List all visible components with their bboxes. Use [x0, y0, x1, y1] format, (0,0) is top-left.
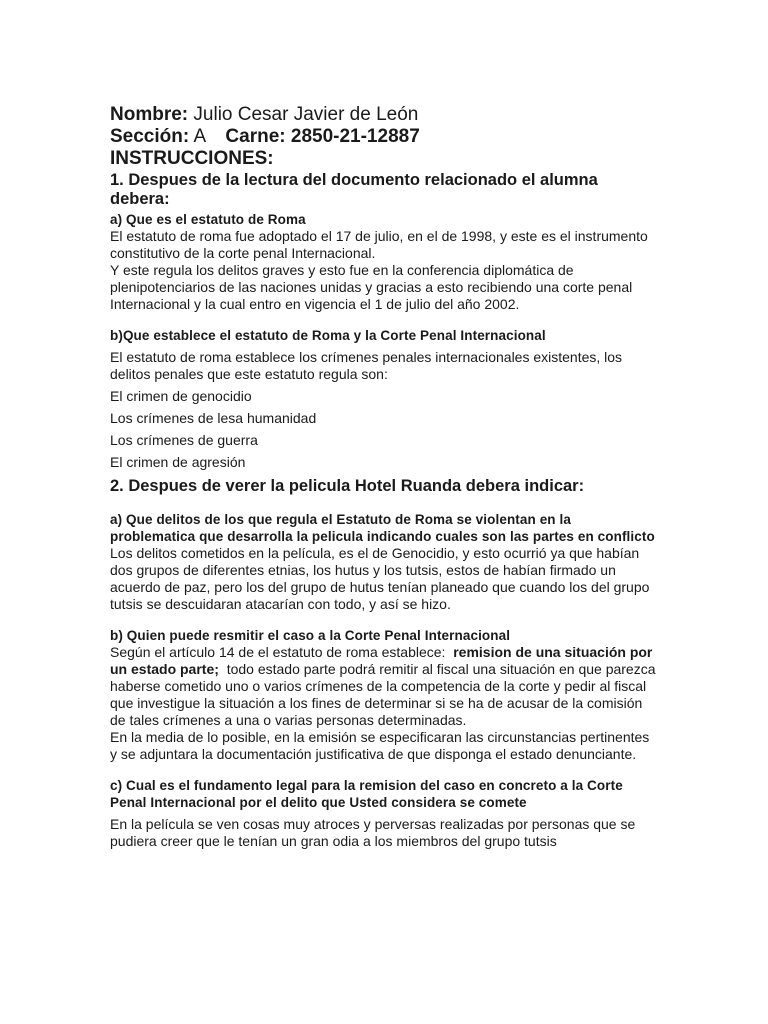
section2-qa-p1: Los delitos cometidos en la película, es el de Genocidio, y esto ocurrió ya que habían dos grupos de diferentes etnias, los hutus y los tutsis, estos de habían firmado un acuerdo de paz, pero los del grupo de hutus tenían planeado que cuando los del grupo tutsis se descuidaran atacarían con todo, y así se hizo. [110, 545, 650, 612]
crime-item-guerra: Los crímenes de guerra [110, 432, 258, 448]
seccion-line [110, 126, 658, 148]
qb-p1-intro: Según el artículo 14 de el estatuto de roma establece: [110, 644, 446, 660]
section2-qb-p2: En la media de lo posible, en la emisión se especificaran las circunstancias pertinentes y se adjuntara la documentación justificativa de que disponga el estado denunciante. [110, 729, 650, 762]
crime-item-genocidio: El crimen de genocidio [110, 388, 252, 404]
section2-qc-p1: En la película se ven cosas muy atroces y perversas realizadas por personas que se pudiera creer que le tenían un gran odia a los miembros del grupo tutsis [110, 816, 636, 849]
section2-qa-title: a) Que delitos de los que regula el Estatuto de Roma se violentan en la problematica que desarrolla la pelicula indicando cuales son las partes en conflicto [110, 512, 655, 544]
document-page [110, 104, 658, 850]
instrucciones-heading [110, 148, 658, 170]
nombre-label: Nombre: [110, 104, 189, 125]
section1-qa-p2: Y este regula los delitos graves y esto fue en la conferencia diplomática de plenipotenciarios de las naciones unidas y gracias a esto recibiendo una corte penal Internacional y la cual entro en vigencia el 1 de julio del año 2002. [110, 262, 633, 312]
section1-qb-p1: El estatuto de roma establece los crímenes penales internacionales existentes, los delitos penales que este estatuto regula son: [110, 349, 623, 382]
carne-value: 2850-21-12887 [290, 126, 420, 147]
nombre-value: Julio Cesar Javier de León [193, 104, 419, 125]
section2-qc-title: c) Cual es el fundamento legal para la remision del caso en concreto a la Corte Penal Internacional por el delito que Usted considera se comete [110, 778, 623, 810]
section2-title: 2. Despues de verer la pelicula Hotel Ruanda debera indicar: [110, 477, 585, 495]
nombre-line [110, 104, 658, 126]
crime-item-lesa-humanidad: Los crímenes de lesa humanidad [110, 410, 317, 426]
section2-qb-title: b) Quien puede resmitir el caso a la Corte Penal Internacional [110, 628, 511, 643]
qb-p1-rest: todo estado parte podrá remitir al fiscal una situación en que parezca haberse cometido uno o varios crímenes de la competencia de la corte y pedir al fiscal que investigue la situación a los fines de determinar si se ha de acusar de la comisión de tales crímenes a una o varias personas determinadas. [110, 661, 656, 728]
seccion-value: A [193, 126, 207, 147]
section1-qb-title: b)Que establece el estatuto de Roma y la Corte Penal Internacional [110, 328, 546, 343]
qb-p1-bold: remision de una situación por un estado parte; [110, 644, 653, 677]
section2-qb-p1 [110, 644, 658, 729]
carne-label: Carne: [225, 126, 286, 147]
seccion-label: Sección: [110, 126, 190, 147]
section1-qa-p1: El estatuto de roma fue adoptado el 17 de julio, en el de 1998, y este es el instrumento constitutivo de la corte penal Internacional. [110, 228, 648, 261]
crime-item-agresion: El crimen de agresión [110, 454, 246, 470]
section1-qa-title: a) Que es el estatuto de Roma [110, 212, 306, 227]
instrucciones-label: INSTRUCCIONES: [110, 148, 274, 169]
section1-title: 1. Despues de la lectura del documento relacionado el alumna debera: [110, 171, 598, 208]
